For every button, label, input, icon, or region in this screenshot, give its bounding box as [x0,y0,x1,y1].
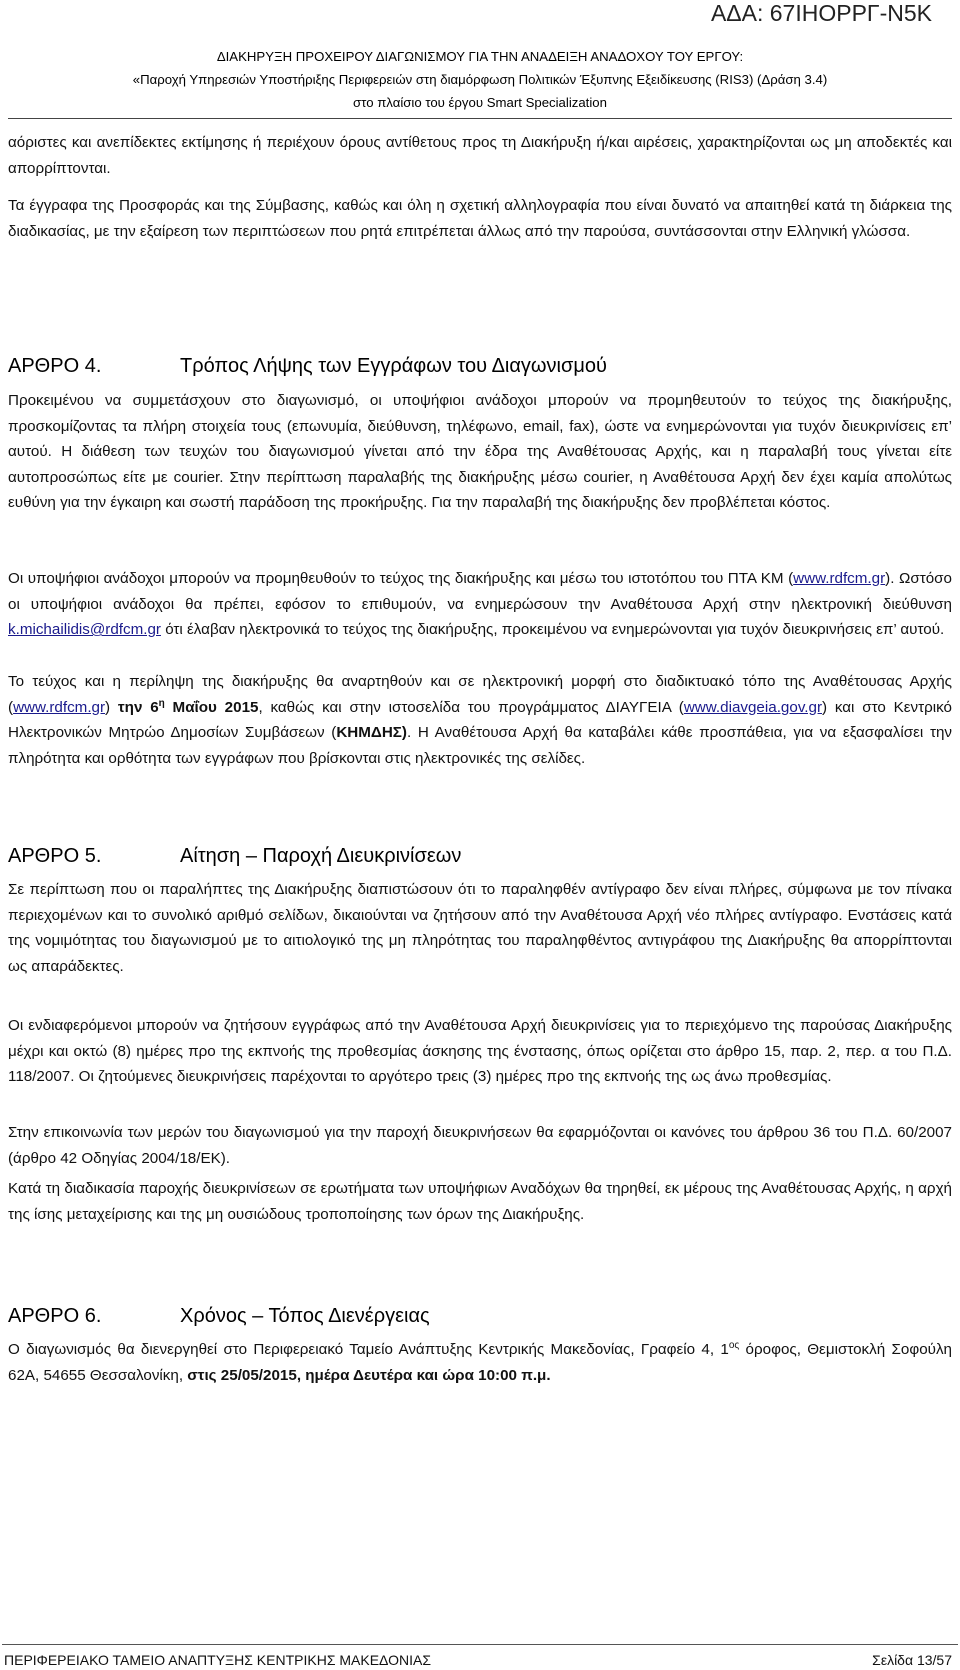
article-5-number: ΑΡΘΡΟ 5. [8,845,102,867]
footer-page-number: Σελίδα 13/57 [872,1652,952,1668]
header-line-1: ΔΙΑΚΗΡΥΞΗ ΠΡΟΧΕΙΡΟΥ ΔΙΑΓΩΝΙΣΜΟΥ ΓΙΑ ΤΗΝ ΑΝΑΔΕΙΞΗ ΑΝΑΔΟΧΟΥ ΤΟΥ ΕΡΓΟΥ: [216,49,744,64]
footer-organization: ΠΕΡΙΦΕΡΕΙΑΚΟ ΤΑΜΕΙΟ ΑΝΑΠΤΥΞΗΣ ΚΕΝΤΡΙΚΗΣ ΜΑΚΕΔΟΝΙΑΣ [4,1652,431,1668]
footer-divider [2,1644,958,1645]
text-run: ότι έλαβαν ηλεκτρονικά το τεύχος της διακήρυξης, προκειμένου να ενημερώνονται για τυχόν διευκρινήσεις επ’ αυτού. [160,621,945,639]
text-run: , καθώς και στην ιστοσελίδα του προγράμματος ΔΙΑΥΓΕΙΑ ( [258,698,684,716]
ada-code: ΑΔΑ: 67ΙΗΟΡΡΓ-Ν5Κ [710,0,932,26]
rdfcm-link-2[interactable]: www.rdfcm.gr [13,698,106,716]
text-run: Ο διαγωνισμός θα διενεργηθεί στο Περιφερειακό Ταμείο Ανάπτυξης Κεντρικής Μακεδονίας, Γραφείο 4, 1 [8,1341,729,1358]
rdfcm-link[interactable]: www.rdfcm.gr [793,570,886,587]
intro-p1-text: αόριστες και ανεπίδεκτες εκτίμησης ή περιέχουν όρους αντίθετους προς τη Διακήρυξη ή/και αιρέσεις, χαρακτηρίζονται ως μη αποδεκτές και απορρίπτονται. [8,134,952,177]
article-4-number: ΑΡΘΡΟ 4. [8,355,102,377]
article-5-p4-text: Κατά τη διαδικασία παροχής διευκρινίσεων σε ερωτήματα των υποψήφιων Αναδόχων θα τηρηθεί, εκ μέρους της Αναθέτουσας Αρχής, η αρχή της ίσης μεταχείρισης και της μη ουσιώδους τροποποίησης των όρων της Διακήρυξης. [8,1180,952,1223]
article-5-p2-text: Οι ενδιαφερόμενοι μπορούν να ζητήσουν εγγράφως από την Αναθέτουσα Αρχή διευκρινίσεις για το περιεχόμενο της παρούσας Διακήρυξης μέχρι και οκτώ (8) ημέρες προ της εκπνοής της προθεσμίας άσκησης της ένστασης, όπως ορίζεται στο άρθρο 15, παρ. 2, περ. α του Π.Δ. 118/2007. Οι ζητούμενες διευκρινήσεις παρέχονται το αργότερο τρεις (3) ημέρες προ της εκπνοής της ως άνω προθεσμίας. [8,1017,952,1086]
article-5-paragraph-2 [8,1013,952,1090]
article-5-paragraph-1 [8,877,952,979]
bold-date: την 6 [117,698,159,716]
floor-superscript: ος [728,1339,740,1351]
diavgeia-link[interactable]: www.diavgeia.gov.gr [683,698,823,716]
text-run: όροφος, Θεμιστοκλή Σοφούλη 62Α, 54655 Θεσσαλονίκη, [8,1341,952,1384]
article-4-paragraph-3 [8,669,952,771]
intro-p2-text: Τα έγγραφα της Προσφοράς και της Σύμβασης, καθώς και όλη η σχετική αλληλογραφία που είναι δυνατό να απαιτηθεί κατά τη διάρκεια της διαδικασίας, με την εξαίρεση των περιπτώσεων που ρητά επιτρέπεται άλλως από την παρούσα, συντάσσονται στην Ελληνική γλώσσα. [8,197,952,240]
article-4-p1-text: Προκειμένου να συμμετάσχουν στο διαγωνισμό, οι υποψήφιοι ανάδοχοι μπορούν να προμηθευτούν το τεύχος της διακήρυξης, προσκομίζοντας τα πλήρη στοιχεία τους (επωνυμία, διεύθυνση, τηλέφωνο, email, fax), ώστε να ενημερώνονται για τυχόν διευκρινίσεις επ’ αυτού. Η διάθεση των τευχών του διαγωνισμού γίνεται από την έδρα της Αναθέτουσας Αρχής, και η παραλαβή τους γίνεται είτε αυτοπροσώπως είτε με courier. Στην περίπτωση παραλαβής της διακήρυξης μέσω courier, η Αναθέτουσα Αρχή δεν έχει καμία απολύτως ευθύνη για την έγκαιρη και σωστή παράδοση της προκήρυξης. Για την παραλαβή της διακήρυξης δεν προβλέπεται κόστος. [8,392,952,512]
article-4-p2 [8,566,952,643]
text-run: ). Ωστόσο οι υποψήφιοι ανάδοχοι θα πρέπει, εφόσον το επιθυμούν, να ενημερώσουν την Αναθέτουσα Αρχή στην ηλεκτρονική διεύθυνση [8,570,952,613]
article-4-p3 [8,669,952,771]
bold-date-2: Μαΐου 2015 [164,698,259,716]
article-5-paragraph-3 [8,1120,952,1171]
text-run: . Η Αναθέτουσα Αρχή θα καταβάλει κάθε προσπάθεια, για να εξασφαλίσει την πληρότητα και ορθότητα των εγγράφων που βρίσκονται στις ηλεκτρονικές της σελίδες. [8,724,952,767]
article-4-paragraph-1 [8,388,952,516]
article-6-p1 [8,1337,952,1388]
bold-kimdis: ΚΗΜΔΗΣ) [336,724,407,742]
date-superscript: η [158,697,165,709]
article-5-p3-text: Στην επικοινωνία των μερών του διαγωνισμού για την παροχή διευκρινήσεων θα εφαρμόζονται οι κανόνες του άρθρου 36 του Π.Δ. 60/2007 (άρθρο 42 Οδηγίας 2004/18/ΕΚ). [8,1124,952,1167]
text-run: Οι υποψήφιοι ανάδοχοι μπορούν να προμηθευθούν το τεύχος της διακήρυξης και μέσω του ιστοτόπου του ΠΤΑ ΚΜ ( [8,570,794,587]
text-run: Το τεύχος και η περίληψη της διακήρυξης θα αναρτηθούν και σε ηλεκτρονική μορφή στο διαδικτυακό τόπο της Αναθέτουσας Αρχής ( [8,673,952,716]
bold-datetime: στις 25/05/2015, ημέρα Δευτέρα και ώρα 10:00 π.μ. [187,1366,551,1384]
intro-paragraph-1 [8,130,952,181]
article-4-title: Τρόπος Λήψης των Εγγράφων του Διαγωνισμού [180,355,607,377]
header-line-3: στο πλαίσιο του έργου Smart Specialization [353,95,607,110]
article-4-paragraph-2 [8,566,952,643]
header-line-2: «Παροχή Υπηρεσιών Υποστήριξης Περιφερειών στη διαμόρφωση Πολιτικών Έξυπνης Εξειδίκευσης (RIS3) (Δράση 3.4) [132,72,828,87]
article-5-paragraph-4 [8,1176,952,1227]
text-run: ) και στο Κεντρικό Ηλεκτρονικών Μητρώο Δημοσίων Συμβάσεων ( [8,698,952,742]
intro-paragraph-2 [8,193,952,244]
article-5-p1-text: Σε περίπτωση που οι παραλήπτες της Διακήρυξης διαπιστώσουν ότι το παραληφθέν αντίγραφο δεν είναι πλήρες, σύμφωνα με τον πίνακα περιεχομένων και το συνολικό αριθμό σελίδων, δικαιούνται να ζητήσουν από την Αναθέτουσα Αρχή νέο πλήρες αντίγραφο. Ενστάσεις κατά της νομιμότητας του διαγωνισμού με το αιτιολογικό της μη πληρότητας του παραληφθέντος αντιγράφου της Διακήρυξης θα απορρίπτονται ως απαράδεκτες. [8,881,952,975]
article-6-paragraph-1 [8,1337,952,1388]
article-6-number: ΑΡΘΡΟ 6. [8,1305,102,1327]
article-5-title: Αίτηση – Παροχή Διευκρινίσεων [180,845,462,867]
text-run: ) [105,698,118,716]
article-6-title: Χρόνος – Τόπος Διενέργειας [180,1305,430,1327]
header-divider [8,118,952,119]
email-link[interactable]: k.michailidis@rdfcm.gr [8,621,161,639]
